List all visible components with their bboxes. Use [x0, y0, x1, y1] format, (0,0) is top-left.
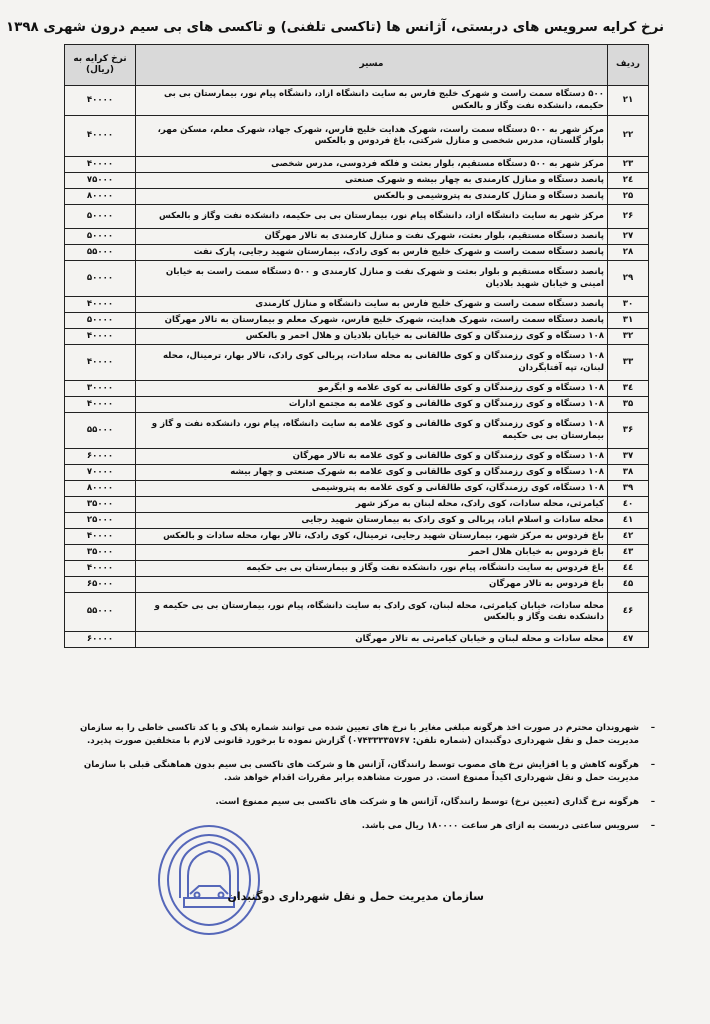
table-row	[65, 397, 649, 413]
note-text: هرگونه کاهش و یا افزایش نرخ های مصوب توسط رانندگان، آژانس ها و شرکت های تاکسی بی سیم بدون هماهنگی قبلی با سازمان مدیریت حمل و نقل شهرداری اکیداً ممنوع است. در صورت مشاهده برابر مقررات اقدام خواهد شد.	[83, 760, 639, 784]
row-number: ٤۱	[608, 513, 649, 529]
fare-cell: ۳۵۰۰۰	[65, 545, 136, 561]
note-item	[60, 722, 655, 748]
fare-cell: ۴۰۰۰۰	[65, 345, 136, 381]
row-number: ۳٤	[608, 381, 649, 397]
table-row	[65, 173, 649, 189]
header-route: مسیر	[136, 45, 608, 86]
route-cell: ۱۰۸ دستگاه و کوی رزمندگان و کوی طالقانی به خیابان بلادیان و هلال احمر و بالعکس	[136, 329, 608, 345]
route-cell: پانصد دستگاه و منازل کارمندی به چهار بیشه و شهرک صنعتی	[136, 173, 608, 189]
row-number: ۲۲	[608, 116, 649, 157]
fare-cell: ۴۰۰۰۰	[65, 529, 136, 545]
table-row	[65, 189, 649, 205]
row-number: ۳۶	[608, 413, 649, 449]
route-cell: پانصد دستگاه سمت راست و شهرک خلیج فارس به کوی رادک، بیمارستان شهید رجایی، پارک نفت	[136, 245, 608, 261]
note-text: شهروندان محترم در صورت اخذ هرگونه مبلغی مغایر با نرخ های تعیین شده می توانند شماره پلاک و یا کد تاکسی خاطی را به سازمان مدیریت حمل و نقل شهرداری دوگنبدان (شماره تلفن: ۰۷۴۳۳۳۳۵۷۶۷) گزارش نموده تا برخورد قانونی لازم با متخلفین صورت پذیرد.	[79, 723, 639, 747]
official-stamp	[150, 820, 268, 940]
note-bullet: –	[650, 760, 655, 771]
header-row-number: ردیف	[608, 45, 649, 86]
table-row	[65, 381, 649, 397]
fare-cell: ۸۰۰۰۰	[65, 189, 136, 205]
route-cell: ۱۰۸ دستگاه و کوی رزمندگان و کوی طالقانی و کوی علامه به شهرک صنعتی و چهار بیشه	[136, 465, 608, 481]
route-cell: مرکز شهر به ۵۰۰ دستگاه سمت راست، شهرک هدایت خلیج فارس، شهرک جهاد، شهرک معلم، مسکن مهر، بلوار گلستان، مدرس شخصی و منازل شرکتی، باغ فردوس و بالعکس	[136, 116, 608, 157]
route-cell: پانصد دستگاه مستقیم، بلوار بعثت، شهرک نفت و منازل کارمندی به تالار مهرگان	[136, 229, 608, 245]
route-cell: پانصد دستگاه و منازل کارمندی به پتروشیمی و بالعکس	[136, 189, 608, 205]
fare-cell: ۳۵۰۰۰	[65, 497, 136, 513]
fare-cell: ۵۰۰۰۰	[65, 205, 136, 229]
row-number: ٤۲	[608, 529, 649, 545]
table-row	[65, 481, 649, 497]
row-number: ۲۹	[608, 261, 649, 297]
route-cell: پانصد دستگاه مستقیم و بلوار بعثت و شهرک نفت و منازل کارمندی و ۵۰۰ دستگاه سمت راست به خیابان امینی و خیابان شهید بلادیان	[136, 261, 608, 297]
route-cell: ۱۰۸ دستگاه و کوی رزمندگان و کوی طالقانی به محله سادات، پربالی کوی رادک، تالار بهار، ترمینال، محله لبنان، تپه آفتابگردان	[136, 345, 608, 381]
table-row	[65, 245, 649, 261]
note-text: سرویس ساعتی دربست به ازای هر ساعت ۱۸۰۰۰۰ ریال می باشد.	[361, 821, 639, 832]
signature-organization: سازمان مدیریت حمل و نقل شهرداری دوگنبدان	[227, 890, 484, 903]
table-row	[65, 205, 649, 229]
fare-cell: ۲۵۰۰۰	[65, 513, 136, 529]
fare-cell: ۸۰۰۰۰	[65, 481, 136, 497]
row-number: ۳۰	[608, 297, 649, 313]
table-row	[65, 157, 649, 173]
fare-cell: ۵۰۰۰۰	[65, 229, 136, 245]
row-number: ۳۸	[608, 465, 649, 481]
route-cell: پانصد دستگاه سمت راست، شهرک هدایت، شهرک خلیج فارس، شهرک معلم و بیمارستان به تالار مهرگان	[136, 313, 608, 329]
row-number: ۲۷	[608, 229, 649, 245]
row-number: ٤۵	[608, 577, 649, 593]
fare-cell: ۶۵۰۰۰	[65, 577, 136, 593]
route-cell: محله سادات و اسلام اباد، پربالی و کوی رادک به بیمارستان شهید رجایی	[136, 513, 608, 529]
row-number: ۳۲	[608, 329, 649, 345]
note-bullet: –	[650, 723, 655, 733]
row-number: ٤۷	[608, 632, 649, 648]
row-number: ۲۳	[608, 157, 649, 173]
fare-cell: ۴۰۰۰۰	[65, 297, 136, 313]
fare-cell: ۶۰۰۰۰	[65, 632, 136, 648]
fare-cell: ۴۰۰۰۰	[65, 397, 136, 413]
route-cell: مرکز شهر به ۵۰۰ دستگاه مستقیم، بلوار بعثت و فلکه فردوسی، مدرس شخصی	[136, 157, 608, 173]
row-number: ٤۳	[608, 545, 649, 561]
route-cell: ۱۰۸ دستگاه و کوی رزمندگان و کوی طالقانی به کوی علامه و ابگرمو	[136, 381, 608, 397]
row-number: ٤۰	[608, 497, 649, 513]
table-row	[65, 529, 649, 545]
table-row	[65, 345, 649, 381]
row-number: ۳۷	[608, 449, 649, 465]
fare-table-header	[65, 45, 649, 86]
route-cell: ۱۰۸ دستگاه، کوی رزمندگان، کوی طالقانی و کوی علامه به پتروشیمی	[136, 481, 608, 497]
route-cell: ۱۰۸ دستگاه و کوی رزمندگان و کوی طالقانی و کوی علامه به تالار مهرگان	[136, 449, 608, 465]
fare-cell: ۷۵۰۰۰	[65, 173, 136, 189]
note-bullet: –	[650, 797, 655, 808]
route-cell: ۱۰۸ دستگاه و کوی رزمندگان و کوی طالقانی و کوی علامه به سایت دانشگاه، پیام نور، دانشکده نفت و گاز و بیمارستان بی بی حکیمه	[136, 413, 608, 449]
header-row	[65, 45, 649, 86]
table-row	[65, 545, 649, 561]
route-cell: ۵۰۰ دستگاه سمت راست و شهرک خلیج فارس به سایت دانشگاه ازاد، دانشگاه پیام نور، بیمارستان بی بی حکیمه، دانشکده نفت وگاز و بالعکس	[136, 86, 608, 116]
fare-cell: ۷۰۰۰۰	[65, 465, 136, 481]
table-row	[65, 465, 649, 481]
table-row	[65, 261, 649, 297]
row-number: ۳۵	[608, 397, 649, 413]
fare-cell: ۵۰۰۰۰	[65, 313, 136, 329]
fare-cell: ۴۰۰۰۰	[65, 86, 136, 116]
route-cell: باغ فردوس به خیابان هلال احمر	[136, 545, 608, 561]
route-cell: باغ فردوس به سایت دانشگاه، پیام نور، دانشکده نفت وگاز و بیمارستان بی بی حکیمه	[136, 561, 608, 577]
table-row	[65, 297, 649, 313]
fare-cell: ۴۰۰۰۰	[65, 561, 136, 577]
fare-cell: ۵۵۰۰۰	[65, 413, 136, 449]
route-cell: پانصد دستگاه سمت راست و شهرک خلیج فارس به سایت دانشگاه و منازل کارمندی	[136, 297, 608, 313]
fare-cell: ۵۰۰۰۰	[65, 261, 136, 297]
table-row	[65, 313, 649, 329]
row-number: ۳۱	[608, 313, 649, 329]
route-cell: مرکز شهر به سایت دانشگاه ازاد، دانشگاه پیام نور، بیمارستان بی بی حکیمه، دانشکده نفت وگاز و بالعکس	[136, 205, 608, 229]
header-fare: نرخ کرایه به (ریال)	[65, 45, 136, 86]
row-number: ۲۸	[608, 245, 649, 261]
table-row	[65, 513, 649, 529]
note-bullet: –	[650, 821, 655, 832]
table-row	[65, 561, 649, 577]
note-item	[60, 796, 655, 809]
fare-table-body	[65, 86, 649, 648]
table-row	[65, 86, 649, 116]
table-row	[65, 413, 649, 449]
fare-cell: ۳۰۰۰۰	[65, 381, 136, 397]
note-text: هرگونه نرخ گذاری (تعیین نرخ) توسط رانندگان، آژانس ها و شرکت های تاکسی بی سیم ممنوع است.	[215, 797, 639, 808]
note-item	[60, 759, 655, 785]
route-cell: باغ فردوس به تالار مهرگان	[136, 577, 608, 593]
row-number: ۲۵	[608, 189, 649, 205]
row-number: ۲۶	[608, 205, 649, 229]
stamp-graphic	[150, 820, 268, 940]
table-row	[65, 329, 649, 345]
table-row	[65, 577, 649, 593]
route-cell: محله سادات، خیابان کیامرثی، محله لبنان، کوی رادک به سایت دانشگاه، پیام نور، بیمارستان بی بی حکیمه و دانشکده نفت وگاز و بالعکس	[136, 593, 608, 632]
row-number: ۳۳	[608, 345, 649, 381]
document-title: نرخ کرایه سرویس های دربستی، آژانس ها (تاکسی تلفنی) و تاکسی های بی سیم درون شهری ۱۳۹۸	[6, 20, 664, 35]
table-row	[65, 632, 649, 648]
fare-cell: ۴۰۰۰۰	[65, 116, 136, 157]
row-number: ٤٤	[608, 561, 649, 577]
table-row	[65, 449, 649, 465]
route-cell: کیامرثی، محله سادات، کوی رادک، محله لبنان به مرکز شهر	[136, 497, 608, 513]
route-cell: باغ فردوس به مرکز شهر، بیمارستان شهید رجایی، ترمینال، کوی رادک، تالار بهار، محله سادات و بالعکس	[136, 529, 608, 545]
table-row	[65, 229, 649, 245]
fare-cell: ۵۵۰۰۰	[65, 593, 136, 632]
row-number: ٤۶	[608, 593, 649, 632]
row-number: ۳۹	[608, 481, 649, 497]
row-number: ۲۱	[608, 86, 649, 116]
table-row	[65, 116, 649, 157]
fare-cell: ۵۵۰۰۰	[65, 245, 136, 261]
route-cell: ۱۰۸ دستگاه و کوی رزمندگان و کوی طالقانی و کوی علامه به مجتمع ادارات	[136, 397, 608, 413]
route-cell: محله سادات و محله لبنان و خیابان کیامرثی به تالار مهرگان	[136, 632, 608, 648]
table-row	[65, 593, 649, 632]
row-number: ۲٤	[608, 173, 649, 189]
fare-cell: ۶۰۰۰۰	[65, 449, 136, 465]
fare-table	[64, 44, 649, 648]
fare-cell: ۴۰۰۰۰	[65, 329, 136, 345]
fare-cell: ۴۰۰۰۰	[65, 157, 136, 173]
table-row	[65, 497, 649, 513]
